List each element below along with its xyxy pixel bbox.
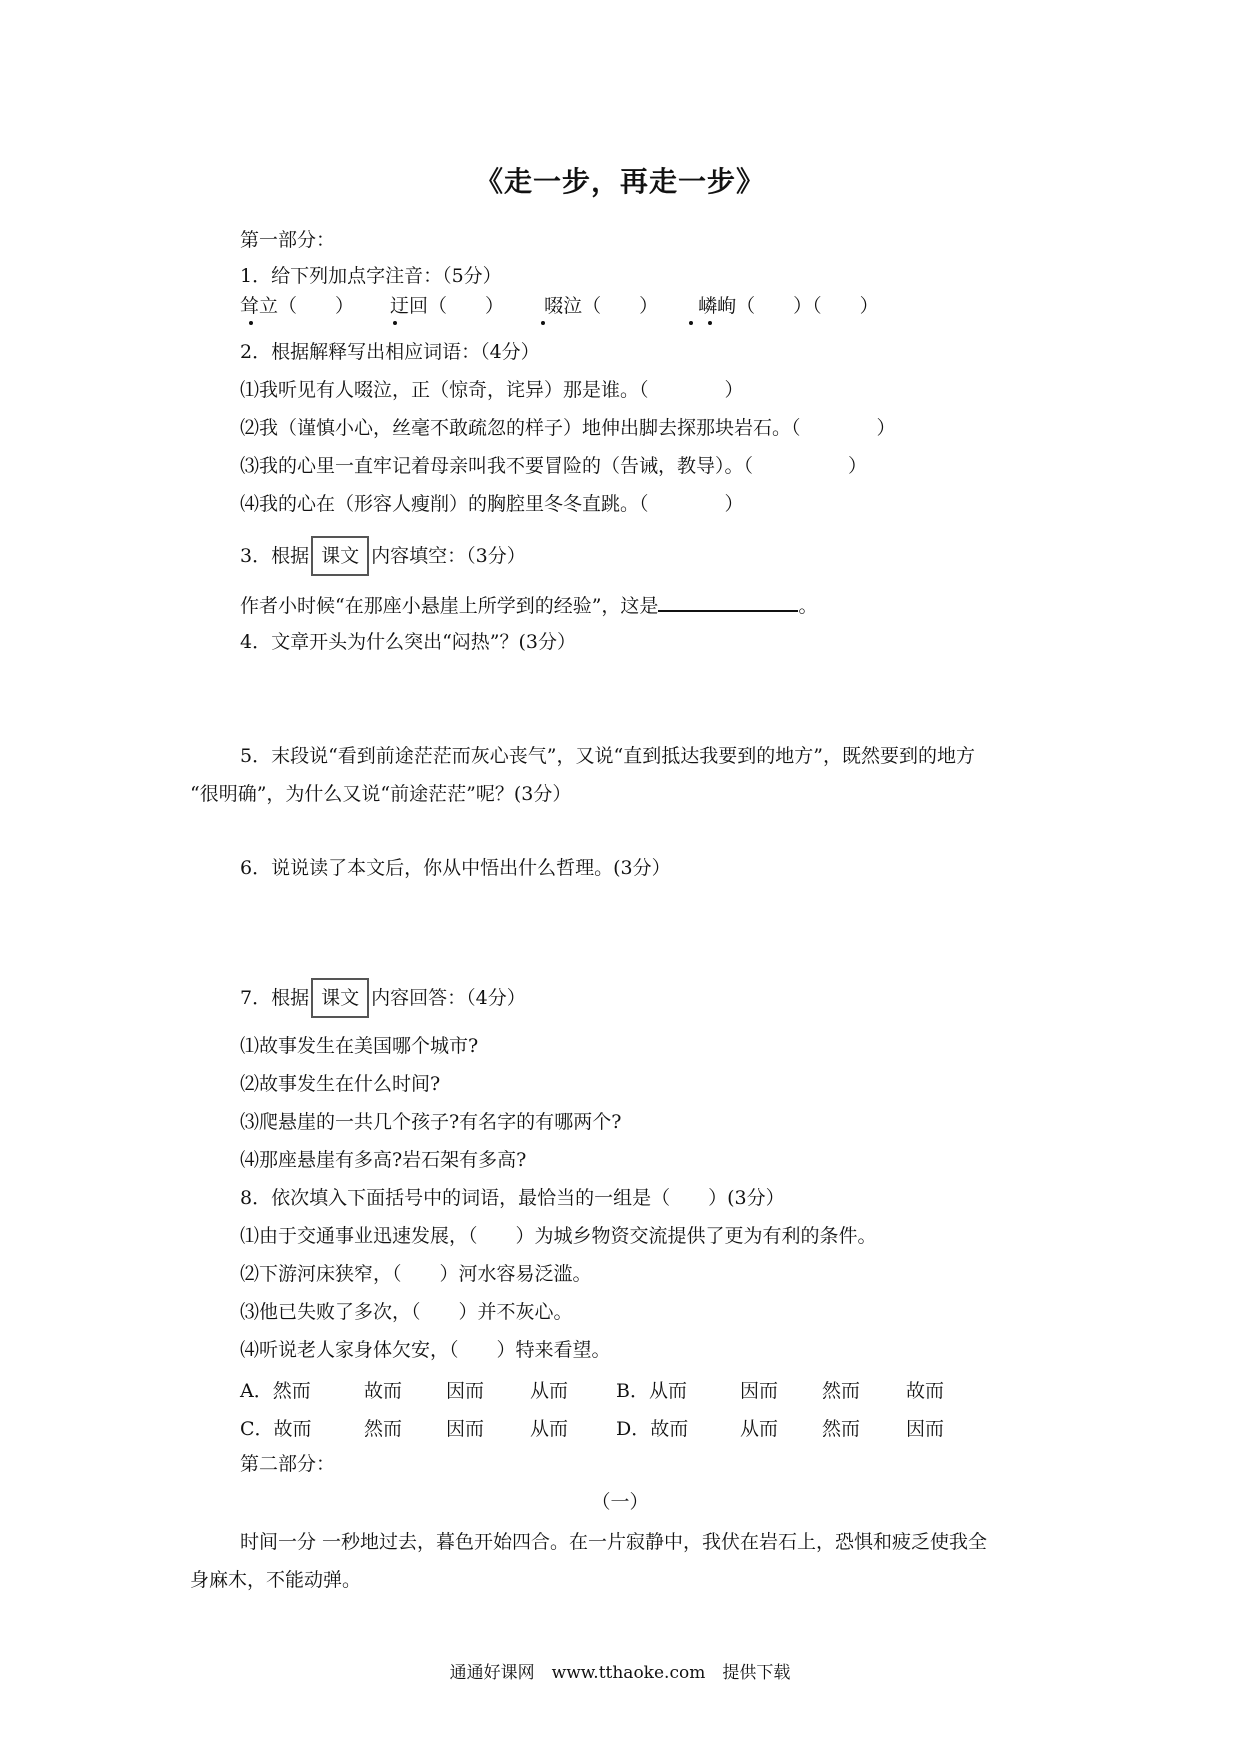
- option-d-1: D．故而: [616, 1418, 689, 1440]
- q3-post: 内容填空：（3分）: [371, 545, 526, 567]
- section-number: （一）: [591, 1491, 649, 1513]
- q5-line-2: “很明确”，为什么又说“前途茫茫”呢？(3分）: [190, 783, 572, 805]
- q1-item-4: 嶙峋（ ）（ ）: [698, 295, 879, 317]
- option-a-3: 因而: [446, 1380, 485, 1402]
- q4-label: 4．文章开头为什么突出“闷热”？(3分）: [240, 631, 577, 653]
- option-c-2: 然而: [364, 1418, 403, 1440]
- option-a-4: 从而: [530, 1380, 569, 1402]
- page-title: 《走一步，再走一步》: [474, 165, 765, 198]
- page-footer: 通通好课网 www.tthaoke.com 提供下载: [449, 1663, 791, 1683]
- emphasis-dot-3: [541, 321, 545, 325]
- passage-line-1: 时间一分 一秒地过去，暮色开始四合。在一片寂静中，我伏在岩石上，恐惧和疲乏使我全: [240, 1531, 988, 1553]
- q7-line-1: ⑴故事发生在美国哪个城市?: [240, 1035, 479, 1057]
- q3-line: [240, 592, 817, 618]
- q8-line-1: ⑴由于交通事业迅速发展，（ ）为城乡物资交流提供了更为有利的条件。: [240, 1225, 877, 1247]
- emphasis-dot-1: [249, 321, 253, 325]
- option-b-2: 因而: [740, 1380, 779, 1402]
- q7-pre: 7．根据: [240, 987, 310, 1009]
- answer-blank[interactable]: [658, 592, 798, 612]
- option-a-1: A．然而: [240, 1380, 311, 1402]
- q7-post: 内容回答：（4分）: [371, 987, 526, 1009]
- q6-label: 6．说说读了本文后，你从中悟出什么哲理。(3分）: [240, 857, 671, 879]
- q7-boxed-word: 课文: [311, 978, 369, 1018]
- emphasis-dot-2: [393, 321, 397, 325]
- q8-line-3: ⑶他已失败了多次，（ ）并不灰心。: [240, 1301, 573, 1323]
- q3-pre: 3．根据: [240, 545, 310, 567]
- q2-line-4: ⑷我的心在（形容人瘦削）的胸腔里冬冬直跳。（ ）: [240, 493, 744, 515]
- q2-line-1: ⑴我听见有人啜泣，正（惊奇，诧异）那是谁。（ ）: [240, 379, 744, 401]
- option-a-2: 故而: [364, 1380, 403, 1402]
- option-b-3: 然而: [822, 1380, 861, 1402]
- option-d-3: 然而: [822, 1418, 861, 1440]
- q1-item-3: 啜泣（ ）: [544, 295, 659, 317]
- option-c-3: 因而: [446, 1418, 485, 1440]
- option-d-2: 从而: [740, 1418, 779, 1440]
- q3-boxed-word: 课文: [311, 536, 369, 576]
- part2-heading: 第二部分：: [240, 1453, 336, 1475]
- q3-end: 。: [798, 595, 818, 617]
- q3-label: [240, 536, 526, 576]
- q7-line-3: ⑶爬悬崖的一共几个孩子?有名字的有哪两个?: [240, 1111, 622, 1133]
- q7-line-2: ⑵故事发生在什么时间?: [240, 1073, 441, 1095]
- option-d-4: 因而: [906, 1418, 945, 1440]
- q8-line-2: ⑵下游河床狭窄，（ ）河水容易泛滥。: [240, 1263, 592, 1285]
- option-c-4: 从而: [530, 1418, 569, 1440]
- q5-line-1: 5．末段说“看到前途茫茫而灰心丧气”，又说“直到抵达我要到的地方”，既然要到的地方: [240, 745, 975, 767]
- q2-line-2: ⑵我（谨慎小心，丝毫不敢疏忽的样子）地伸出脚去探那块岩石。（ ）: [240, 417, 896, 439]
- q1-item-2: 迂回（ ）: [390, 295, 505, 317]
- q7-line-4: ⑷那座悬崖有多高?岩石架有多高?: [240, 1149, 527, 1171]
- emphasis-dot-4: [689, 321, 693, 325]
- passage-line-2: 身麻木，不能动弹。: [190, 1569, 362, 1591]
- q2-line-3: ⑶我的心里一直牢记着母亲叫我不要冒险的（告诫，教导）。（ ）: [240, 455, 868, 477]
- option-c-1: C．故而: [240, 1418, 312, 1440]
- q3-text: 作者小时候“在那座小悬崖上所学到的经验”，这是: [240, 595, 659, 617]
- q7-label: [240, 978, 526, 1018]
- q1-items: [240, 294, 879, 318]
- q1-label: 1．给下列加点字注音：（5分）: [240, 265, 502, 287]
- q8-line-4: ⑷听说老人家身体欠安，（ ）特来看望。: [240, 1339, 611, 1361]
- emphasis-dot-5: [708, 321, 712, 325]
- part1-heading: 第一部分：: [240, 229, 336, 251]
- q2-label: 2．根据解释写出相应词语：（4分）: [240, 341, 540, 363]
- option-b-4: 故而: [906, 1380, 945, 1402]
- q1-item-1: 耸立（ ）: [240, 295, 355, 317]
- q8-label: 8．依次填入下面括号中的词语，最恰当的一组是（ ）(3分）: [240, 1187, 785, 1209]
- option-b-1: B．从而: [616, 1380, 687, 1402]
